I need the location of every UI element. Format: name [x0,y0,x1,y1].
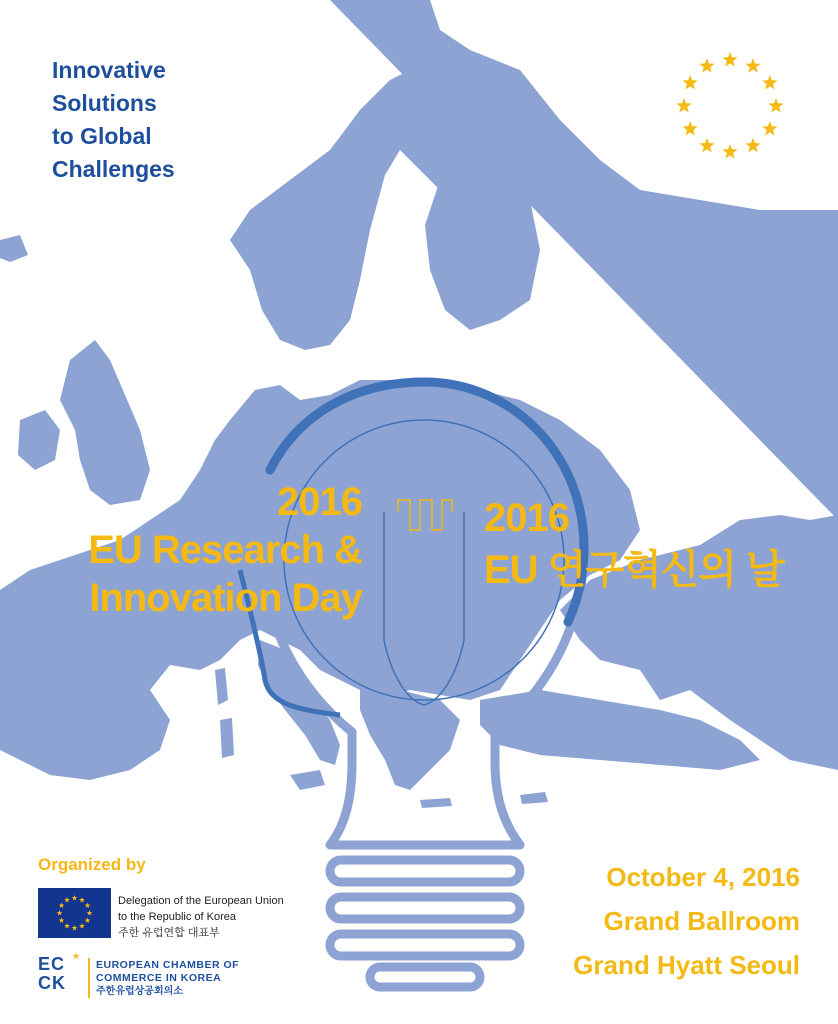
event-title-korean [484,492,784,596]
ecck-star-icon: ★ [72,951,81,961]
eu-star-icon [683,75,698,89]
tagline-line-4: Challenges [52,156,175,182]
title-ko-line-1: EU 연구혁신의 날 [484,548,784,592]
eu-star-icon [722,144,737,158]
eu-star-icon [699,58,714,72]
eu-flag-star-icon [64,923,70,928]
title-en-year: 2016 [277,480,362,524]
ecck-name [96,959,239,998]
delegation-line-1: Delegation of the European Union [118,895,284,907]
organized-by-label: Organized by [38,855,146,874]
eu-flag-star-icon [72,925,78,930]
eu-star-icon [683,121,698,135]
tagline-line-2: Solutions [52,90,157,116]
ecck-divider [88,958,90,998]
eu-star-icon [762,121,777,135]
eu-star-icon [745,138,760,152]
tagline-line-1: Innovative [52,57,166,83]
eu-star-icon [676,98,691,112]
delegation-line-3: 주한 유럽연합 대표부 [118,927,220,939]
ecck-name-korean: 주한유럽상공회의소 [96,986,183,997]
eu-flag-star-icon [79,897,85,902]
delegation-name [118,893,284,941]
event-info [573,855,800,987]
event-venue: Grand Ballroom [603,906,800,936]
event-date: October 4, 2016 [606,862,800,892]
ecck-logo-bottom: CK [38,973,66,993]
ecck-name-line-1: EUROPEAN CHAMBER OF [96,959,240,971]
delegation-line-2: to the Republic of Korea [118,911,237,923]
eu-star-icon [768,98,783,112]
eu-flag-star-icon [85,918,91,923]
eu-flag-star-icon [87,910,93,915]
eu-flag-icon [38,888,111,938]
eu-star-icon [745,58,760,72]
eu-flag-star-icon [79,923,85,928]
eu-flag-star-icon [72,895,78,900]
eu-flag-star-icon [64,897,70,902]
eu-flag-star-icon [57,910,63,915]
eu-star-icon [762,75,777,89]
ecck-name-line-2: COMMERCE IN KOREA [96,972,222,984]
eu-flag-star-icon [59,903,65,908]
title-en-line-2: Innovation Day [89,576,362,620]
title-ko-year: 2016 [484,496,569,540]
ecck-logo-top: EC [38,954,66,974]
eu-star-icon [699,138,714,152]
eu-star-icon [722,52,737,66]
tagline-line-3: to Global [52,123,152,149]
eu-flag-star-icon [59,918,65,923]
title-en-line-1: EU Research & [88,528,362,572]
event-location: Grand Hyatt Seoul [573,950,800,980]
tagline [52,54,175,186]
eu-flag-star-icon [85,903,91,908]
event-title-english [50,478,362,622]
